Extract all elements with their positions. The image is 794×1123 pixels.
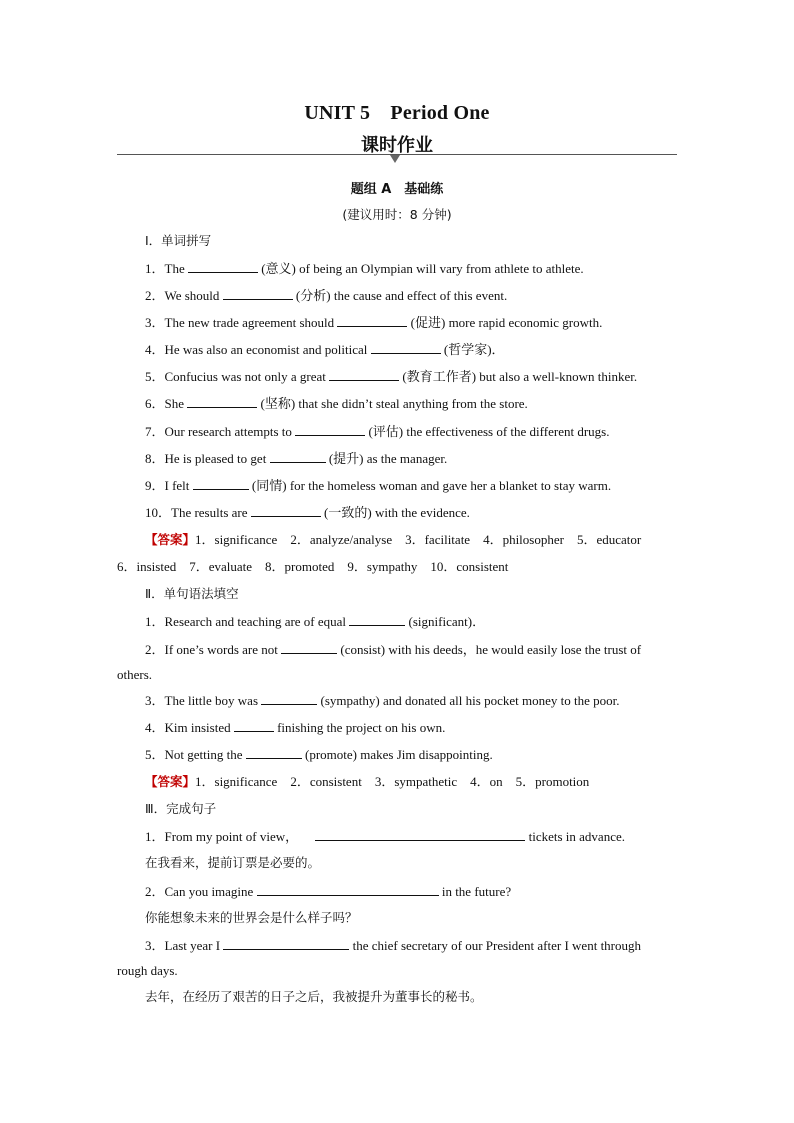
question-item: 1．The (意义) of being an Olympian will vary from athlete to athlete. [145,261,584,276]
section-heading: Ⅰ．单词拼写 [145,233,212,248]
question-item: 3．The new trade agreement should (促进) more rapid economic growth. [145,315,603,330]
answer-blank[interactable] [281,641,337,654]
question-item: 2．If one’s words are not (consist) with his deeds，he would easily lose the trust of [145,642,642,657]
answer-blank[interactable] [295,423,365,436]
page-subtitle: 课时作业 [361,135,433,156]
question-item: 3．The little boy was (sympathy) and donated all his pocket money to the poor. [145,693,620,708]
question-item: 6．She (坚称) that she didn’t steal anything from the store. [145,396,528,411]
answer-key: 【答案】1．significance 2．consistent 3．sympathetic 4．on 5．promotion [145,774,590,789]
answer-blank[interactable] [257,883,439,896]
answer-blank[interactable] [234,719,274,732]
question-item: 5．Confucius was not only a great (教育工作者) but also a well-known thinker. [145,369,638,384]
answer-label: 【答案】 [145,532,196,547]
question-item: 2．Can you imagine in the future? [145,884,512,899]
question-item: 1．From my point of view， tickets in advance. [145,829,625,844]
answer-blank[interactable] [188,260,258,273]
answer-blank[interactable] [187,395,257,408]
question-item: 3．Last year I the chief secretary of our President after I went through [145,938,642,953]
answer-blank[interactable] [223,937,349,950]
question-item: 2．We should (分析) the cause and effect of this event. [145,288,508,303]
question-item: 8．He is pleased to get (提升) as the manager. [145,451,448,466]
answer-blank[interactable] [223,287,293,300]
answer-key-continued: 6．insisted 7．evaluate 8．promoted 9．sympathy 10．consistent [117,559,509,574]
answer-blank[interactable] [349,613,405,626]
question-item: 4．Kim insisted finishing the project on his own. [145,720,446,735]
question-item: 5．Not getting the (promote) makes Jim disappointing. [145,747,493,762]
triangle-marker-icon [390,155,400,163]
chinese-translation: 你能想象未来的世界会是什么样子吗？ [145,910,358,925]
chinese-translation: 在我看来，提前订票是必要的。 [145,855,321,870]
section-heading: Ⅱ．单句语法填空 [145,586,239,601]
answer-blank[interactable] [246,746,302,759]
answer-blank[interactable] [337,314,407,327]
page-title: UNIT 5 Period One [304,102,490,124]
group-heading: 题组 A 基础练 [350,182,444,197]
answer-key: 【答案】1．significance 2．analyze/analyse 3．facilitate 4．philosopher 5．educator [145,532,642,547]
question-item-continued: rough days. [117,963,178,978]
answer-blank[interactable] [270,450,326,463]
chinese-translation: 去年，在经历了艰苦的日子之后，我被提升为董事长的秘书。 [145,989,483,1004]
answer-blank[interactable] [371,341,441,354]
answer-blank[interactable] [261,692,317,705]
answer-label: 【答案】 [145,774,196,789]
question-item: 9．I felt (同情) for the homeless woman and gave her a blanket to stay warm. [145,478,612,493]
answer-blank[interactable] [193,477,249,490]
question-item-continued: others. [117,667,153,682]
section-heading: Ⅲ．完成句子 [145,801,217,816]
answer-blank[interactable] [315,828,525,841]
answer-blank[interactable] [329,368,399,381]
answer-blank[interactable] [251,504,321,517]
question-item: 7．Our research attempts to (评估) the effectiveness of the different drugs. [145,424,610,439]
question-item: 4．He was also an economist and political (哲学家)． [145,342,505,357]
suggested-time: (建议用时：8 分钟) [342,207,452,222]
question-item: 1．Research and teaching are of equal (significant)． [145,614,486,629]
question-item: 10．The results are (一致的) with the evidence. [145,505,470,520]
